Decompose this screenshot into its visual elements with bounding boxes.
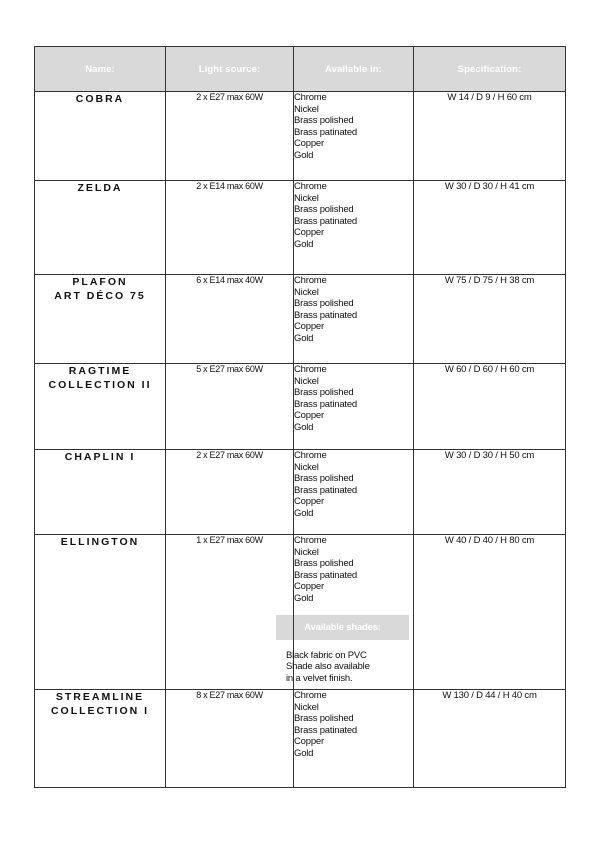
finish-item: Brass patinated	[294, 215, 358, 227]
specification: W 40 / D 40 / H 80 cm	[414, 535, 566, 690]
finish-item: Nickel	[294, 461, 319, 473]
product-name: STREAMLINE COLLECTION I	[35, 690, 166, 788]
finish-item: Chrome	[294, 364, 327, 375]
finish-item: Copper	[294, 581, 324, 593]
finish-item: Gold	[294, 507, 314, 519]
finish-item: Brass polished	[294, 115, 354, 127]
finish-item: Brass polished	[294, 387, 354, 399]
finish-item: Nickel	[294, 701, 319, 713]
finish-item: Gold	[294, 592, 314, 604]
finish-item: Copper	[294, 138, 324, 150]
product-name: RAGTIME COLLECTION II	[35, 364, 166, 450]
finish-item: Chrome	[294, 690, 327, 701]
light-source: 8 x E27 max 60W	[166, 690, 294, 788]
table-row	[35, 92, 566, 181]
specification: W 130 / D 44 / H 40 cm	[414, 690, 566, 788]
finish-item: Brass polished	[294, 204, 354, 216]
finish-item: Nickel	[294, 103, 319, 115]
header-specification: Specification:	[414, 47, 566, 92]
table-row	[35, 181, 566, 275]
product-name: COBRA	[35, 92, 166, 181]
finish-item: Copper	[294, 496, 324, 508]
finish-item: Chrome	[294, 92, 327, 103]
finish-item: Brass patinated	[294, 126, 358, 138]
finishes-list	[286, 535, 414, 690]
finish-item: Gold	[294, 149, 314, 161]
finish-item: Gold	[294, 747, 314, 759]
finish-item: Gold	[294, 238, 314, 250]
product-name: PLAFON ART DÉCO 75	[35, 275, 166, 364]
finish-item: Brass polished	[294, 473, 354, 485]
finish-item: Brass patinated	[294, 309, 358, 321]
product-name: CHAPLIN I	[35, 450, 166, 535]
finish-item: Brass patinated	[294, 724, 358, 736]
specification: W 14 / D 9 / H 60 cm	[414, 92, 566, 181]
finish-item: Gold	[294, 332, 314, 344]
table-row	[35, 535, 566, 690]
finish-item: Copper	[294, 736, 324, 748]
finishes-list	[294, 92, 414, 181]
header-available-in: Available in:	[294, 47, 414, 92]
specification: W 30 / D 30 / H 41 cm	[414, 181, 566, 275]
finish-item: Brass polished	[294, 713, 354, 725]
finish-item: Brass patinated	[294, 398, 358, 410]
finish-item: Chrome	[294, 275, 327, 286]
light-source: 2 x E14 max 60W	[166, 181, 294, 275]
table-row	[35, 364, 566, 450]
shades-description: Black fabric on PVC Shade also available in a velvet finish.	[286, 649, 370, 684]
finish-item: Copper	[294, 321, 324, 333]
header-light-source: Light source:	[166, 47, 294, 92]
specification: W 30 / D 30 / H 50 cm	[414, 450, 566, 535]
spec-table	[34, 46, 566, 788]
table-row	[35, 690, 566, 788]
available-shades-label: Available shades:	[276, 615, 409, 640]
light-source: 5 x E27 max 60W	[166, 364, 294, 450]
header-name: Name:	[35, 47, 166, 92]
finishes-list	[294, 181, 414, 275]
finish-item: Brass patinated	[294, 484, 358, 496]
table-row	[35, 275, 566, 364]
light-source: 6 x E14 max 40W	[166, 275, 294, 364]
finish-item: Brass polished	[294, 558, 354, 570]
light-source: 2 x E27 max 60W	[166, 92, 294, 181]
light-source: 1 x E27 max 60W	[166, 535, 294, 690]
finishes-list	[294, 275, 414, 364]
finish-item: Nickel	[294, 286, 319, 298]
finish-item: Copper	[294, 410, 324, 422]
table-row	[35, 450, 566, 535]
finish-item: Brass patinated	[294, 569, 358, 581]
finish-item: Nickel	[294, 192, 319, 204]
finishes-list	[294, 450, 414, 535]
finish-item: Chrome	[294, 181, 327, 192]
finishes-list	[294, 364, 414, 450]
product-name: ZELDA	[35, 181, 166, 275]
finish-item: Gold	[294, 421, 314, 433]
finish-item: Copper	[294, 227, 324, 239]
header-row	[35, 47, 566, 92]
finishes-list	[294, 690, 414, 788]
specification: W 60 / D 60 / H 60 cm	[414, 364, 566, 450]
product-name: ELLINGTON	[35, 535, 166, 690]
finish-item: Brass polished	[294, 298, 354, 310]
finish-item: Nickel	[294, 546, 319, 558]
finish-item: Chrome	[294, 535, 327, 546]
finish-item: Chrome	[294, 450, 327, 461]
finish-item: Nickel	[294, 375, 319, 387]
specification: W 75 / D 75 / H 38 cm	[414, 275, 566, 364]
light-source: 2 x E27 max 60W	[166, 450, 294, 535]
